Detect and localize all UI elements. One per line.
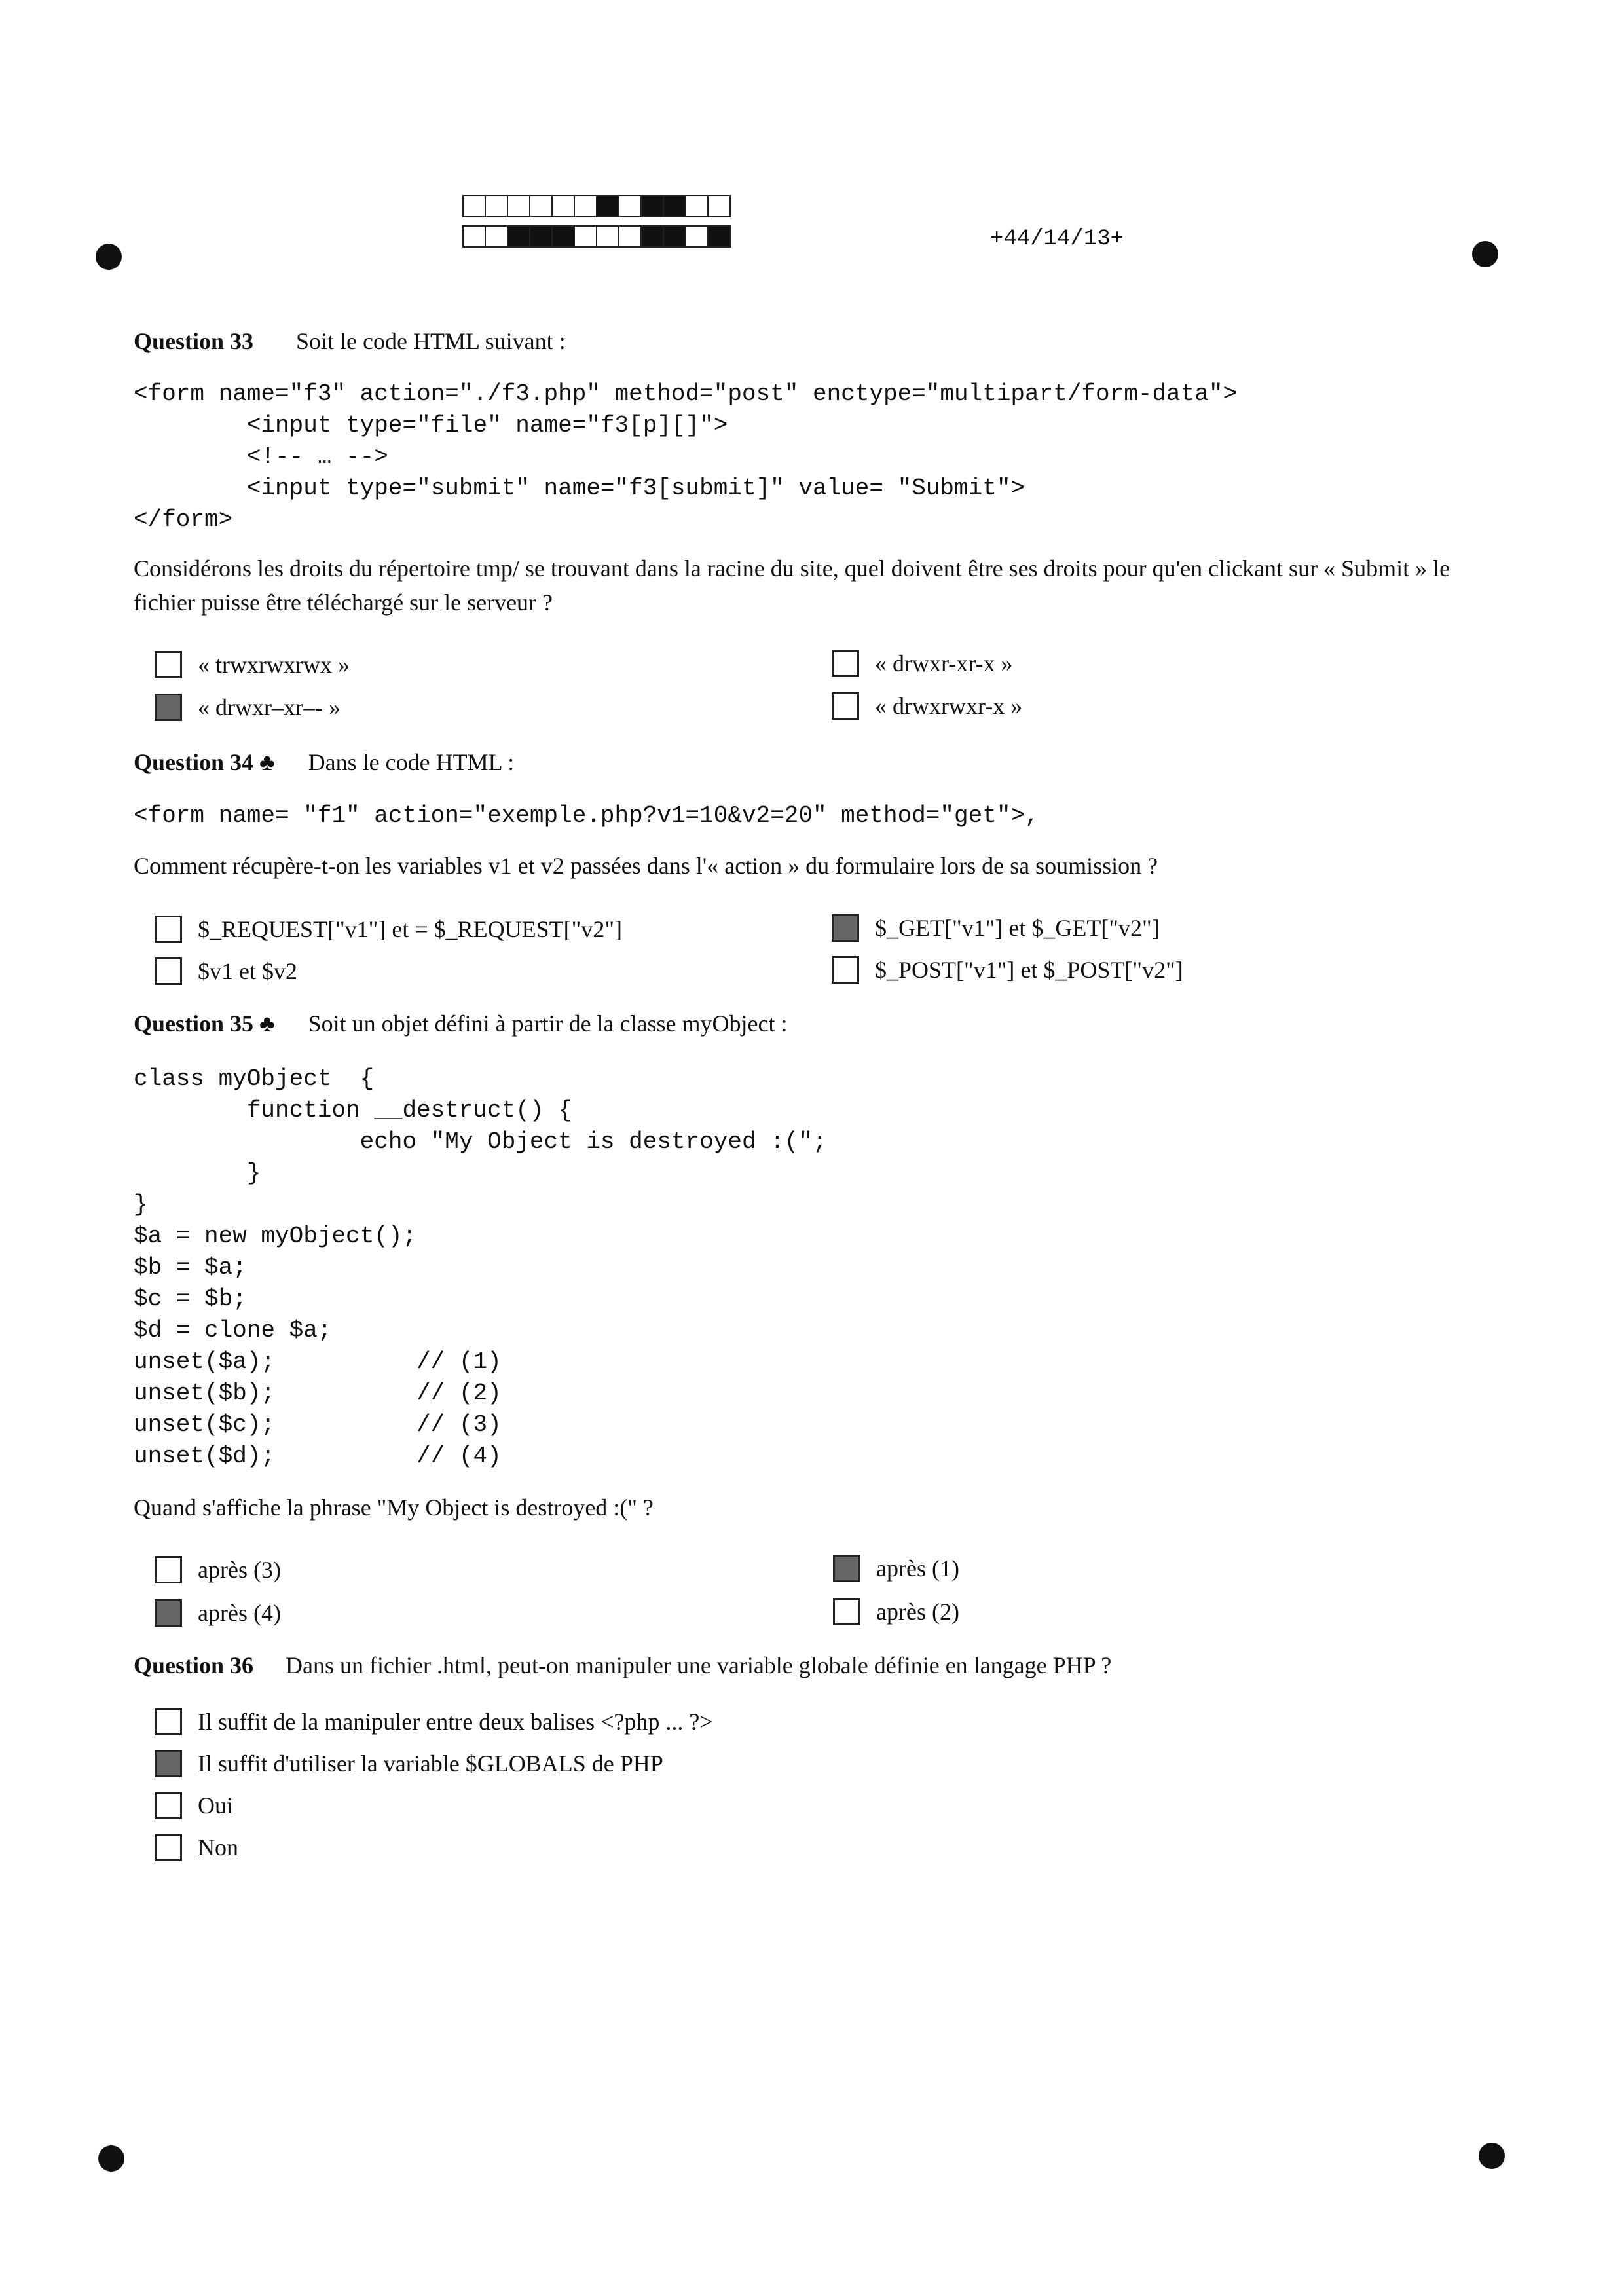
question-34-label: Question 34 ♣ bbox=[134, 749, 275, 775]
q35-option-3-label: après (1) bbox=[876, 1555, 959, 1582]
q34-option-1-checkbox[interactable] bbox=[155, 916, 182, 943]
barcode-cell bbox=[707, 225, 731, 248]
barcode-cell bbox=[574, 225, 597, 248]
question-33-code: <form name="f3" action="./f3.php" method="post" enctype="multipart/form-data"> <input type="file" name="f3[p][]"> <!-- … --> <input type="submit" name="f3[submit]" value= "Submit"> </form> bbox=[134, 380, 1238, 533]
registration-mark-top-right bbox=[1472, 241, 1498, 267]
q34-option-3-label: $_GET["v1"] et $_GET["v2"] bbox=[875, 915, 1160, 941]
barcode-cell bbox=[596, 225, 619, 248]
question-36-header bbox=[134, 1652, 1111, 1679]
barcode-cell bbox=[485, 225, 508, 248]
q36-option-4[interactable] bbox=[155, 1831, 238, 1864]
barcode-cell bbox=[551, 195, 575, 217]
q35-option-4[interactable] bbox=[833, 1595, 959, 1628]
barcode-cell bbox=[707, 195, 731, 217]
q33-option-2[interactable] bbox=[155, 691, 341, 724]
barcode-cell bbox=[574, 195, 597, 217]
barcode-cell bbox=[618, 195, 642, 217]
q34-option-1[interactable] bbox=[155, 913, 622, 946]
q36-option-2[interactable] bbox=[155, 1747, 663, 1780]
barcode-cell bbox=[685, 225, 709, 248]
question-36-label: Question 36 bbox=[134, 1652, 254, 1678]
barcode-cell bbox=[640, 225, 664, 248]
q33-option-1-label: « trwxrwxrwx » bbox=[198, 652, 350, 678]
question-35-header bbox=[134, 1010, 787, 1037]
q33-option-3-label: « drwxr-xr-x » bbox=[875, 650, 1013, 676]
q36-option-1-label: Il suffit de la manipuler entre deux balises <?php ... ?> bbox=[198, 1709, 713, 1735]
barcode-row-1 bbox=[462, 195, 729, 217]
q33-option-4-checkbox[interactable] bbox=[832, 692, 859, 720]
question-34-intro: Dans le code HTML : bbox=[308, 749, 515, 775]
barcode-cell bbox=[507, 195, 530, 217]
q36-option-4-label: Non bbox=[198, 1834, 238, 1861]
q34-option-1-label: $_REQUEST["v1"] et = $_REQUEST["v2"] bbox=[198, 916, 623, 942]
q34-option-4-label: $_POST["v1"] et $_POST["v2"] bbox=[875, 957, 1183, 983]
question-34-header bbox=[134, 749, 514, 776]
q33-option-4-label: « drwxrwxr-x » bbox=[875, 693, 1023, 719]
q35-option-1-label: après (3) bbox=[198, 1557, 281, 1583]
question-35-code: class myObject { function __destruct() { echo "My Object is destroyed :("; } } $a = new myObject(); $b = $a; $c = $b; $d = clone $a; unset($a); // (1) unset($b); // (2) unset($c); // (3) unset($d); // (4) bbox=[134, 1065, 827, 1470]
q33-option-2-checkbox[interactable] bbox=[155, 694, 182, 721]
question-35-label: Question 35 ♣ bbox=[134, 1010, 275, 1037]
question-34-text: Comment récupère-t-on les variables v1 et v2 passées dans l'« action » du formulaire lors de sa soumission ? bbox=[134, 853, 1158, 879]
registration-mark-top-left bbox=[96, 244, 122, 270]
question-34-code: <form name= "f1" action="exemple.php?v1=10&v2=20" method="get">, bbox=[134, 802, 1039, 829]
q33-option-1-checkbox[interactable] bbox=[155, 651, 182, 678]
q33-option-3[interactable] bbox=[832, 647, 1013, 680]
barcode-cell bbox=[663, 225, 686, 248]
q36-option-2-label: Il suffit d'utiliser la variable $GLOBALS de PHP bbox=[198, 1750, 663, 1777]
q34-option-2-label: $v1 et $v2 bbox=[198, 958, 297, 984]
barcode-cell bbox=[618, 225, 642, 248]
q35-option-2-label: après (4) bbox=[198, 1600, 281, 1626]
q34-option-2[interactable] bbox=[155, 955, 297, 988]
question-33-label: Question 33 bbox=[134, 328, 254, 354]
barcode-cell bbox=[663, 195, 686, 217]
q36-option-1-checkbox[interactable] bbox=[155, 1708, 182, 1735]
barcode-cell bbox=[551, 225, 575, 248]
q35-option-2[interactable] bbox=[155, 1597, 281, 1629]
barcode-cell bbox=[685, 195, 709, 217]
q34-option-4-checkbox[interactable] bbox=[832, 956, 859, 984]
registration-mark-bottom-right bbox=[1479, 2143, 1505, 2169]
q36-option-3-checkbox[interactable] bbox=[155, 1792, 182, 1819]
q33-option-3-checkbox[interactable] bbox=[832, 650, 859, 677]
registration-mark-bottom-left bbox=[98, 2145, 124, 2172]
q34-option-3-checkbox[interactable] bbox=[832, 914, 859, 942]
q35-option-4-checkbox[interactable] bbox=[833, 1598, 860, 1625]
barcode-cell bbox=[640, 195, 664, 217]
question-33-text: Considérons les droits du répertoire tmp/ se trouvant dans la racine du site, quel doivent être ses droits pour qu'en clickant sur « Submit » le fichier puisse être téléchargé sur le serveur ? bbox=[134, 555, 1450, 616]
q36-option-3-label: Oui bbox=[198, 1792, 233, 1819]
question-35-intro: Soit un objet défini à partir de la classe myObject : bbox=[308, 1010, 788, 1037]
q33-option-4[interactable] bbox=[832, 690, 1022, 722]
q34-option-4[interactable] bbox=[832, 954, 1183, 986]
q35-option-4-label: après (2) bbox=[876, 1599, 959, 1625]
q33-option-1[interactable] bbox=[155, 648, 350, 681]
question-35-text: Quand s'affiche la phrase "My Object is destroyed :(" ? bbox=[134, 1494, 654, 1521]
question-33-intro: Soit le code HTML suivant : bbox=[296, 328, 566, 354]
barcode-row-2 bbox=[462, 225, 729, 248]
q35-option-2-checkbox[interactable] bbox=[155, 1599, 182, 1627]
q36-option-1[interactable] bbox=[155, 1705, 713, 1738]
page-id: +44/14/13+ bbox=[990, 227, 1124, 251]
q36-option-2-checkbox[interactable] bbox=[155, 1750, 182, 1777]
question-33-header bbox=[134, 327, 566, 355]
q35-option-1-checkbox[interactable] bbox=[155, 1556, 182, 1583]
barcode-cell bbox=[529, 195, 553, 217]
question-36-intro: Dans un fichier .html, peut-on manipuler une variable globale définie en langage PHP ? bbox=[286, 1652, 1112, 1678]
q34-option-2-checkbox[interactable] bbox=[155, 957, 182, 985]
q35-option-1[interactable] bbox=[155, 1553, 281, 1586]
q36-option-4-checkbox[interactable] bbox=[155, 1834, 182, 1861]
barcode-cell bbox=[596, 195, 619, 217]
q33-option-2-label: « drwxr–xr–- » bbox=[198, 694, 341, 720]
q35-option-3-checkbox[interactable] bbox=[833, 1555, 860, 1582]
barcode-cell bbox=[529, 225, 553, 248]
barcode-cell bbox=[507, 225, 530, 248]
q35-option-3[interactable] bbox=[833, 1552, 959, 1585]
barcode-cell bbox=[462, 225, 486, 248]
q36-option-3[interactable] bbox=[155, 1789, 233, 1822]
q34-option-3[interactable] bbox=[832, 912, 1160, 944]
barcode-cell bbox=[485, 195, 508, 217]
barcode-cell bbox=[462, 195, 486, 217]
